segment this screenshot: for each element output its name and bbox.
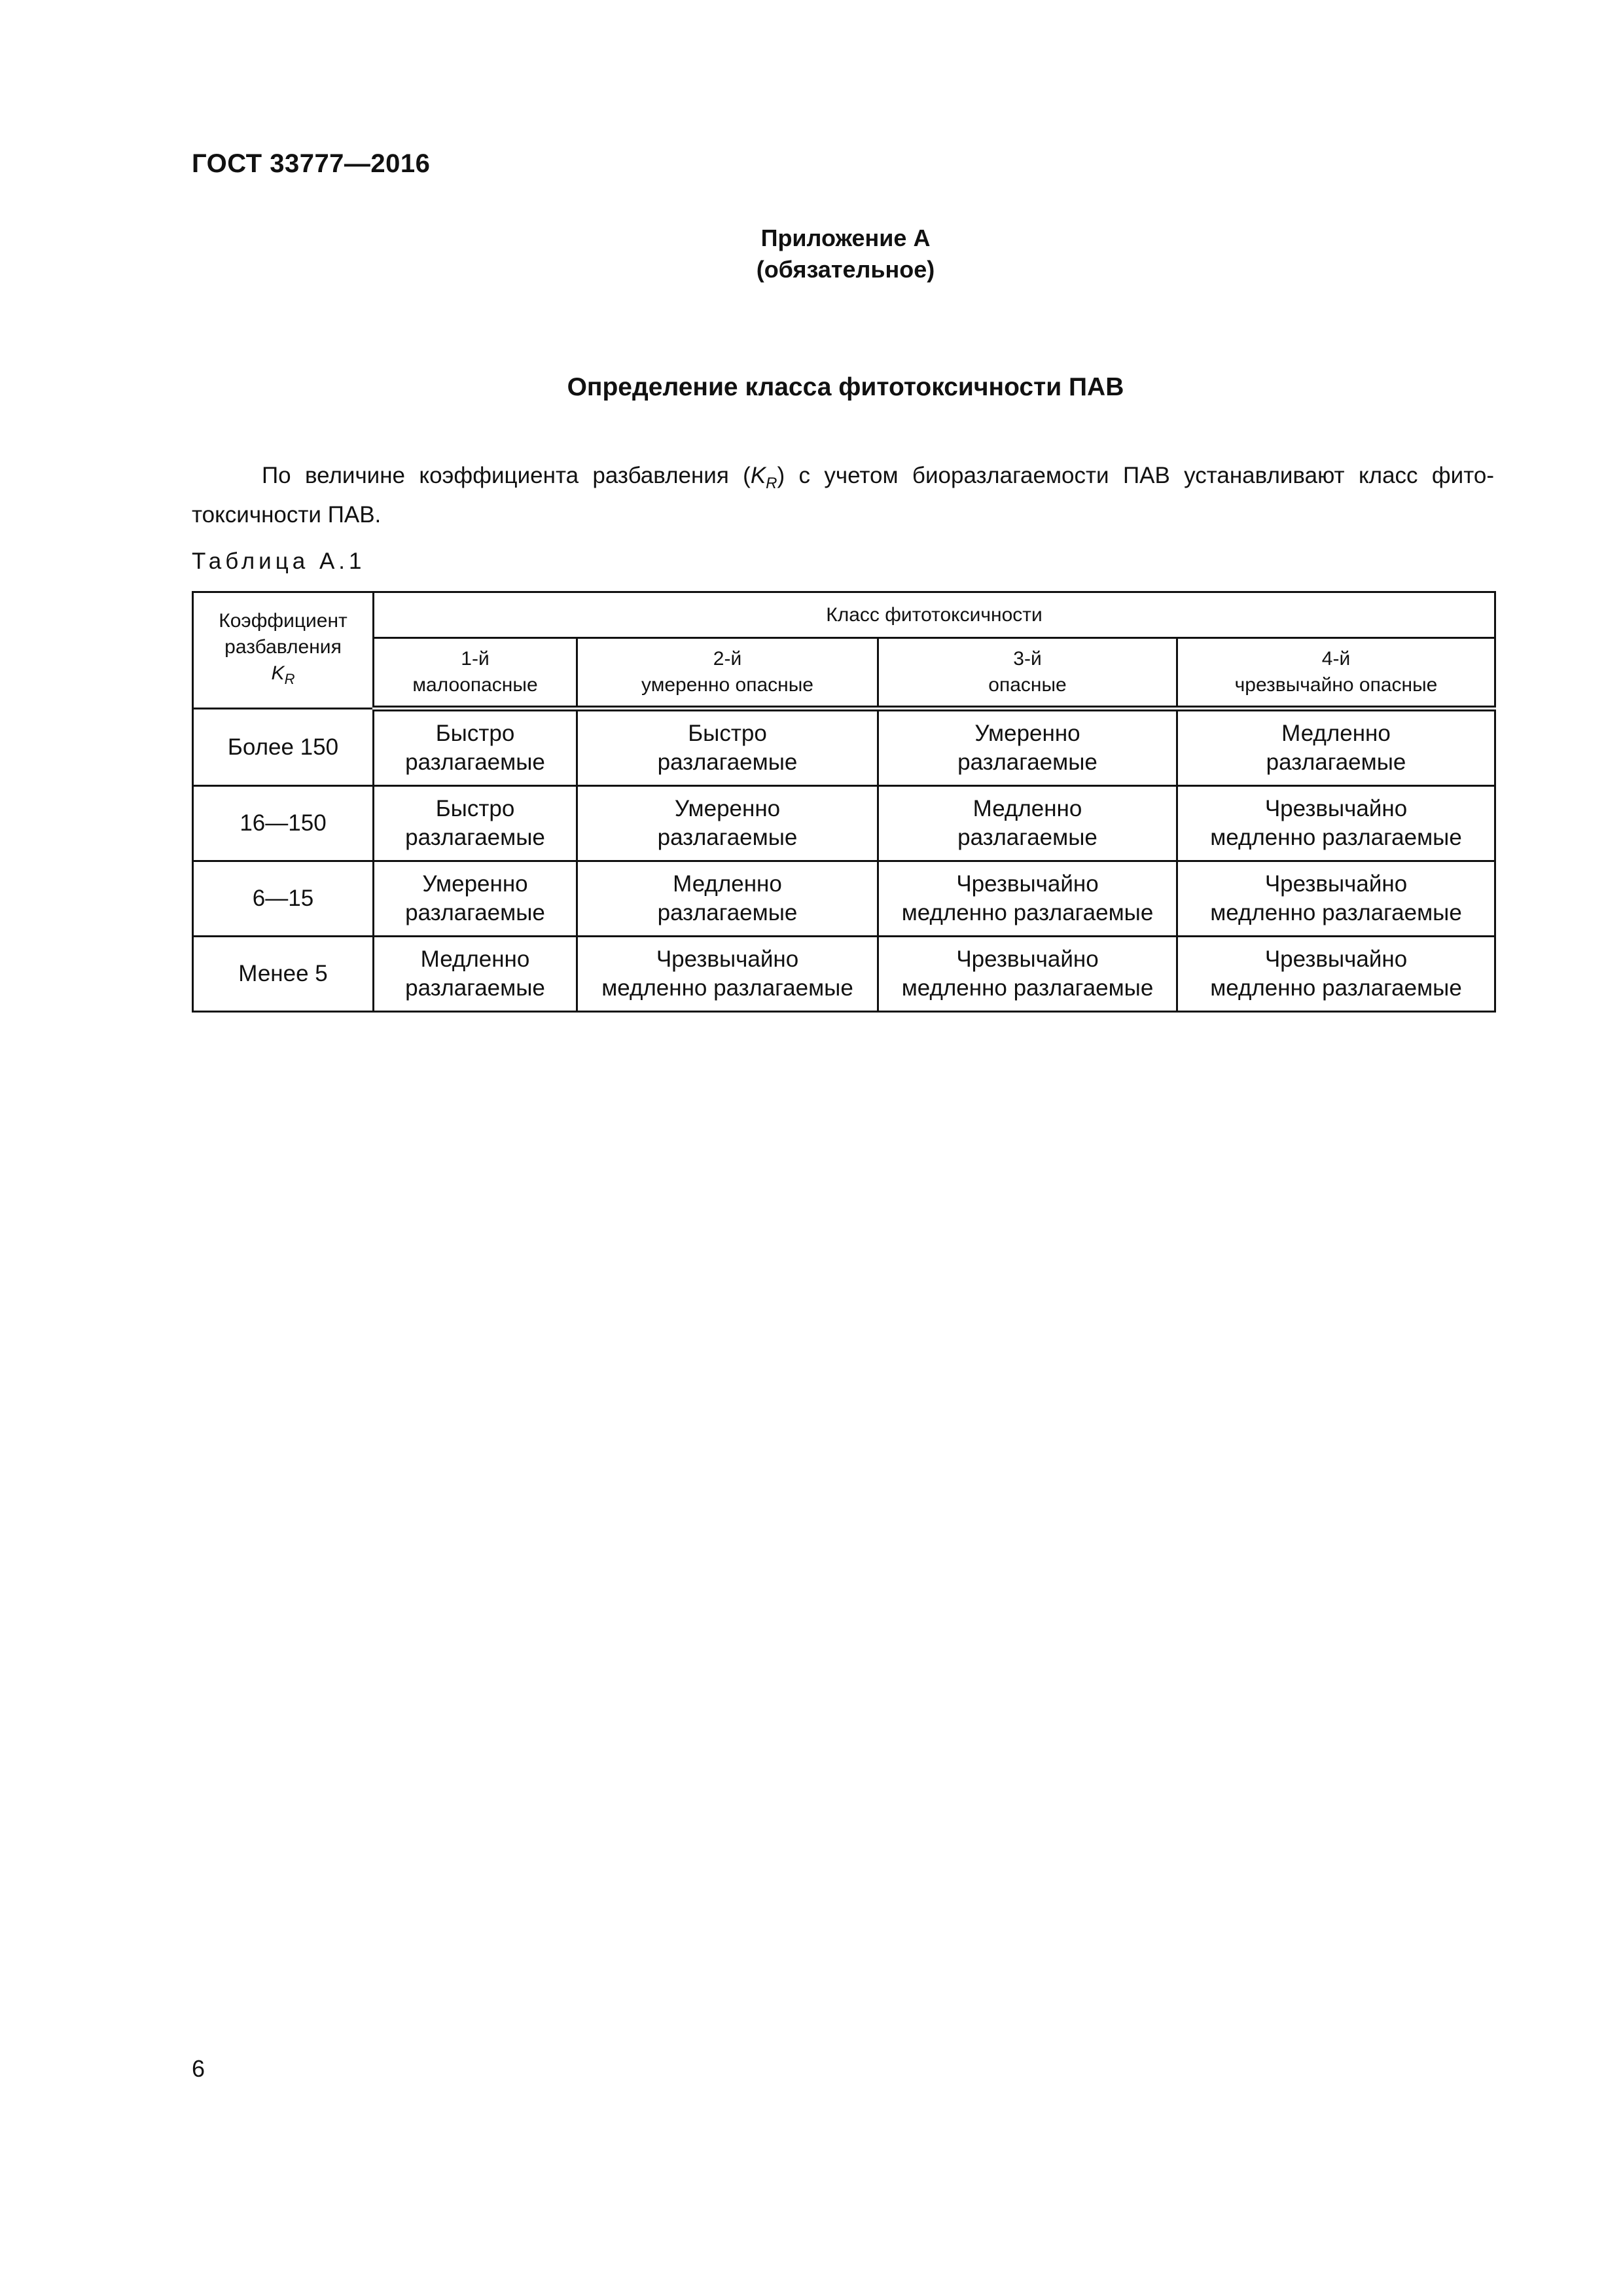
- kr-range-cell: Менее 5: [193, 937, 374, 1012]
- degradability-cell: Быстро разлагаемые: [374, 786, 577, 861]
- body-paragraph: По величине коэффициента разбавления $(K_R)$ с учетом биоразлагаемости ПАВ устанавливают класс фито-токсичности ПАВ.: [192, 463, 1494, 528]
- document-code: ГОСТ 33777—2016: [192, 149, 431, 178]
- degradability-cell: Медленно разлагаемые: [374, 937, 577, 1012]
- kr-symbol: $K_R$: [271, 662, 295, 687]
- appendix-status: (обязательное): [756, 256, 935, 283]
- table-row: [193, 709, 1495, 786]
- class-header-2: 2-й умеренно опасные: [577, 638, 878, 709]
- degradability-cell: Умеренно разлагаемые: [374, 861, 577, 937]
- appendix-title: Приложение А: [760, 224, 931, 251]
- class-header-3: 3-й опасные: [878, 638, 1177, 709]
- kr-range-cell: 16—150: [193, 786, 374, 861]
- appendix-label: [0, 223, 1623, 285]
- degradability-cell: Чрезвычайно медленно разлагаемые: [1177, 861, 1495, 937]
- class-group-header: Класс фитотоксичности: [374, 592, 1495, 638]
- table-row: [193, 937, 1495, 1012]
- kr-range-cell: Более 150: [193, 709, 374, 786]
- degradability-cell: Чрезвычайно медленно разлагаемые: [878, 861, 1177, 937]
- phytotoxicity-table: [192, 591, 1496, 1013]
- table-caption: Таблица А.1: [192, 548, 366, 574]
- class-header-1: 1-й малоопасные: [374, 638, 577, 709]
- corner-header: Коэффициент разбавления $K_R$: [193, 592, 374, 709]
- degradability-cell: Медленно разлагаемые: [878, 786, 1177, 861]
- degradability-cell: Чрезвычайно медленно разлагаемые: [878, 937, 1177, 1012]
- degradability-cell: Чрезвычайно медленно разлагаемые: [577, 937, 878, 1012]
- degradability-cell: Умеренно разлагаемые: [577, 786, 878, 861]
- degradability-cell: Чрезвычайно медленно разлагаемые: [1177, 786, 1495, 861]
- class-header-4: 4-й чрезвычайно опасные: [1177, 638, 1495, 709]
- kr-symbol: $K_R$: [750, 463, 777, 492]
- degradability-cell: Быстро разлагаемые: [374, 709, 577, 786]
- page-number: 6: [192, 2055, 205, 2082]
- kr-range-cell: 6—15: [193, 861, 374, 937]
- degradability-cell: Умеренно разлагаемые: [878, 709, 1177, 786]
- degradability-cell: Чрезвычайно медленно разлагаемые: [1177, 937, 1495, 1012]
- degradability-cell: Медленно разлагаемые: [577, 861, 878, 937]
- table-row: [193, 861, 1495, 937]
- degradability-cell: Медленно разлагаемые: [1177, 709, 1495, 786]
- section-heading-text: Определение класса фитотоксичности ПАВ: [567, 373, 1124, 401]
- section-heading: [0, 373, 1623, 402]
- degradability-cell: Быстро разлагаемые: [577, 709, 878, 786]
- table-row: [193, 786, 1495, 861]
